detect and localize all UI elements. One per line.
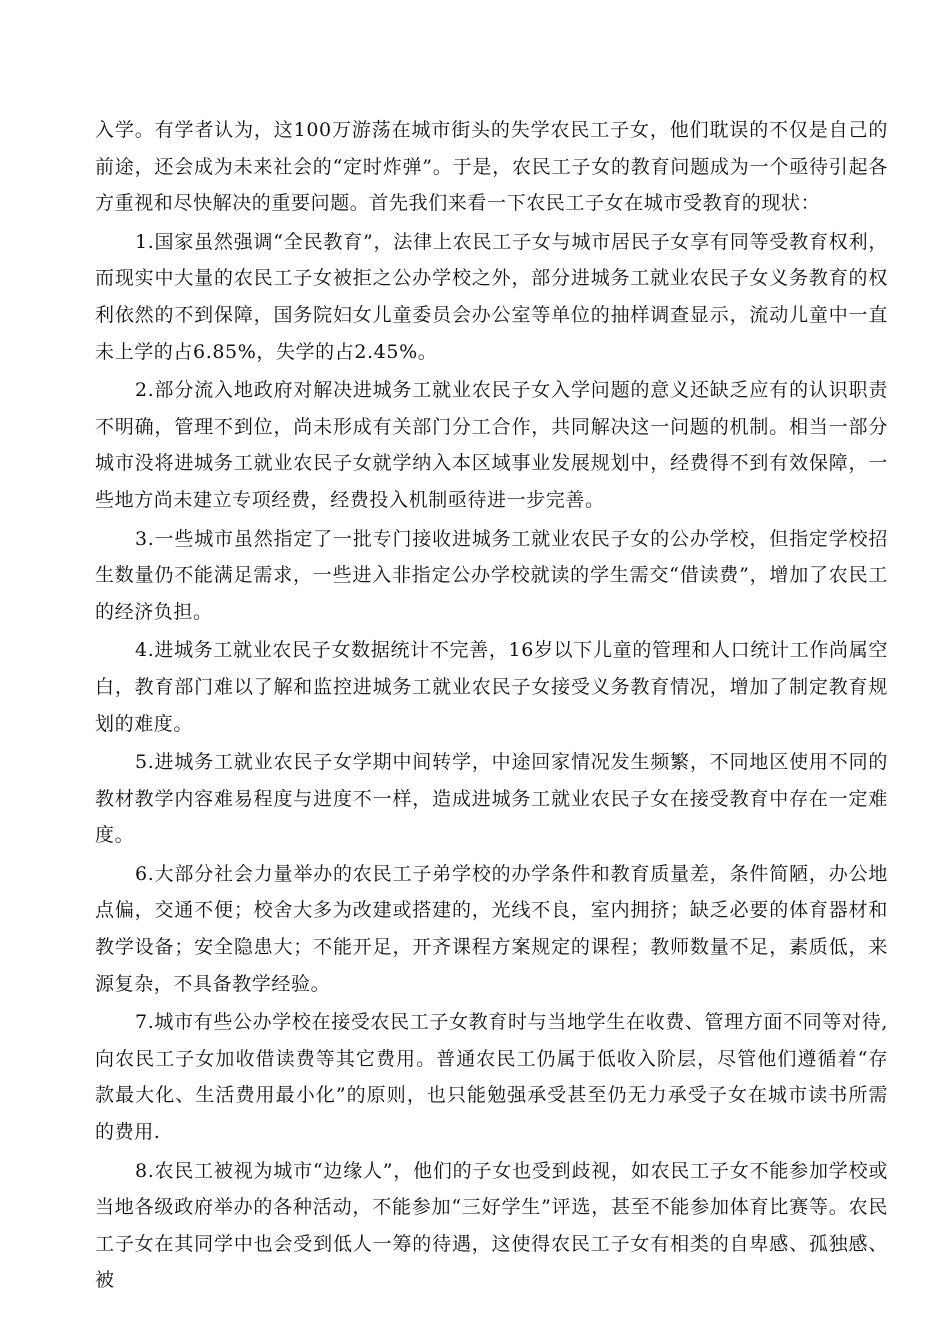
paragraph-item-6: 6.大部分社会力量举办的农民工子弟学校的办学条件和教育质量差，条件简陋，办公地点偏，交通不便；校舍大多为改建或搭建的，光线不良，室内拥挤；缺乏必要的体育器材和教学设备；安全隐患大；不能开足，开齐课程方案规定的课程；教师数量不足，素质低，来源复杂，不具备教学经验。: [95, 862, 888, 995]
paragraph-item-1: 1.国家虽然强调“全民教育”，法律上农民工子女与城市居民子女享有同等受教育权利，而现实中大量的农民工子女被拒之公办学校之外，部分进城务工就业农民子女义务教育的权利依然的不到保障，国务院妇女儿童委员会办公室等单位的抽样调查显示，流动儿童中一直未上学的占6.85%，失学的占2.45%。: [95, 230, 888, 363]
paragraph-item-7: 7.城市有些公办学校在接受农民工子女教育时与当地学生在收费、管理方面不同等对待,向农民工子女加收借读费等其它费用。普通农民工仍属于低收入阶层，尽管他们遵循着“存款最大化、生活费用最小化”的原则，也只能勉强承受甚至仍无力承受子女在城市读书所需的费用.: [95, 1011, 888, 1144]
paragraph-item-3: 3.一些城市虽然指定了一批专门接收进城务工就业农民子女的公办学校，但指定学校招生数量仍不能满足需求，一些进入非指定公办学校就读的学生需交“借读费”，增加了农民工的经济负担。: [95, 527, 888, 623]
paragraph-item-2: 2.部分流入地政府对解决进城务工就业农民子女入学问题的意义还缺乏应有的认识职责不明确，管理不到位，尚未形成有关部门分工合作，共同解决这一问题的机制。相当一部分城市没将进城务工就业农民子女就学纳入本区域事业发展规划中，经费得不到有效保障，一些地方尚未建立专项经费，经费投入机制亟待进一步完善。: [95, 379, 888, 511]
paragraph-intro: 入学。有学者认为，这100万游荡在城市街头的失学农民工子女，他们耽误的不仅是自己的前途，还会成为未来社会的“定时炸弹”。于是，农民工子女的教育问题成为一个亟待引起各方重视和尽快解决的重要问题。首先我们来看一下农民工子女在城市受教育的现状：: [95, 119, 888, 215]
paragraph-item-5: 5.进城务工就业农民子女学期中间转学，中途回家情况发生频繁，不同地区使用不同的教材教学内容难易程度与进度不一样，造成进城务工就业农民子女在接受教育中存在一定难度。: [95, 751, 888, 847]
document-page: [95, 112, 888, 1299]
paragraph-item-8: 8.农民工被视为城市“边缘人”，他们的子女也受到歧视，如农民工子女不能参加学校或当地各级政府举办的各种活动，不能参加“三好学生”评选，甚至不能参加体育比赛等。农民工子女在其同学中也会受到低人一筹的待遇，这使得农民工子女有相类的自卑感、孤独感、被: [95, 1159, 888, 1292]
paragraph-item-4: 4.进城务工就业农民子女数据统计不完善，16岁以下儿童的管理和人口统计工作尚属空白，教育部门难以了解和监控进城务工就业农民子女接受义务教育情况，增加了制定教育规划的难度。: [95, 639, 888, 735]
